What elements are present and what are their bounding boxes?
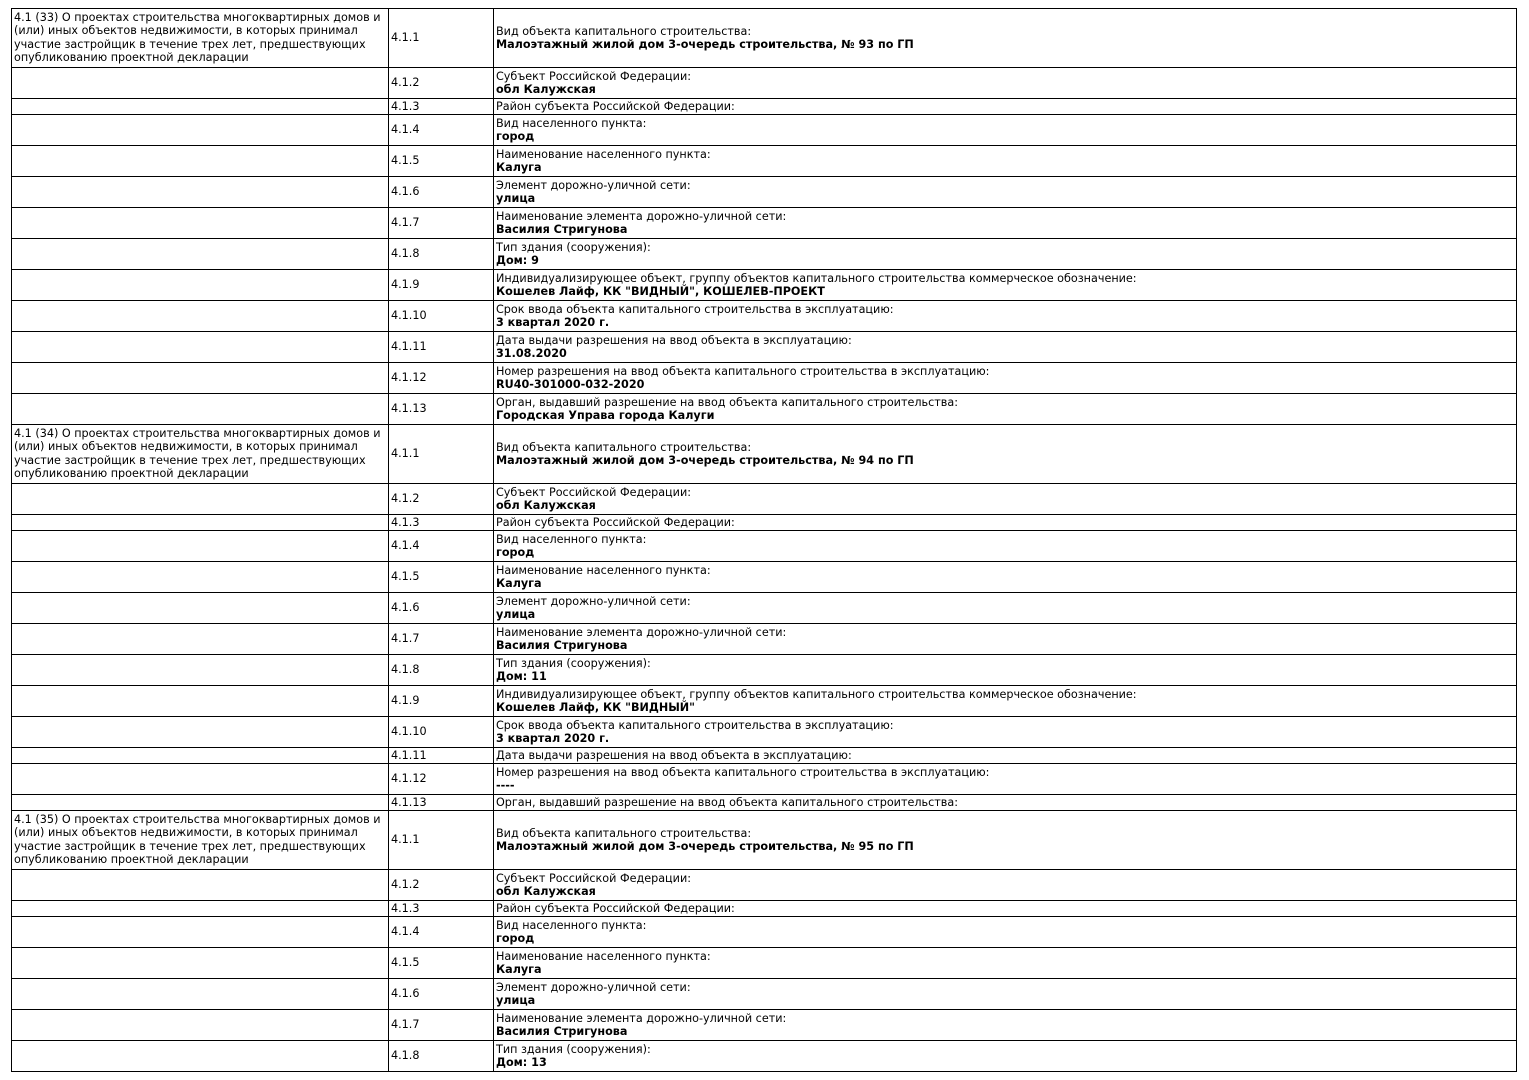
empty-cell [11, 99, 388, 114]
field-value: улица [496, 608, 536, 621]
field-value: Дом: 11 [496, 670, 547, 683]
empty-cell [11, 301, 388, 331]
row-code-text: 4.1.7 [391, 216, 420, 230]
field-label: Тип здания (сооружения): [496, 656, 651, 670]
empty-cell [11, 115, 388, 145]
empty-cell [11, 795, 388, 810]
row-code [388, 717, 493, 747]
row-code [388, 562, 493, 592]
field-label: Тип здания (сооружения): [496, 1042, 651, 1056]
field-label: Наименование элемента дорожно-уличной сети: [496, 625, 787, 639]
row-content [493, 239, 1517, 269]
row-content [493, 562, 1517, 592]
row-code-text: 4.1.7 [391, 632, 420, 646]
row-content [493, 624, 1517, 654]
empty-cell [11, 979, 388, 1009]
row-code [388, 208, 493, 238]
row-content [493, 593, 1517, 623]
table-row [11, 979, 1517, 1010]
row-code-text: 4.1.4 [391, 925, 420, 939]
row-content [493, 68, 1517, 98]
row-code-text: 4.1.1 [391, 31, 420, 45]
row-content [493, 332, 1517, 362]
table-row [11, 917, 1517, 948]
empty-cell [11, 1041, 388, 1071]
row-content [493, 301, 1517, 331]
field-label: Наименование населенного пункта: [496, 147, 711, 161]
field-label: Район субъекта Российской Федерации: [496, 901, 735, 915]
row-content [493, 484, 1517, 514]
field-label: Срок ввода объекта капитального строительства в эксплуатацию: [496, 718, 894, 732]
empty-cell [11, 748, 388, 763]
empty-cell [11, 655, 388, 685]
field-label: Район субъекта Российской Федерации: [496, 515, 735, 529]
field-label: Индивидуализирующее объект, группу объектов капитального строительства коммерческое обозначение: [496, 687, 1137, 701]
table-row [11, 870, 1517, 901]
field-label: Элемент дорожно-уличной сети: [496, 178, 691, 192]
field-value: Калуга [496, 963, 542, 976]
row-code-text: 4.1.4 [391, 123, 420, 137]
field-label: Вид объекта капитального строительства: [496, 440, 752, 454]
row-code [388, 795, 493, 810]
field-label: Вид населенного пункта: [496, 116, 647, 130]
row-code [388, 9, 493, 67]
table-row [11, 146, 1517, 177]
row-code [388, 515, 493, 530]
empty-cell [11, 270, 388, 300]
empty-cell [11, 332, 388, 362]
row-content [493, 515, 1517, 530]
field-value: обл Калужская [496, 885, 596, 898]
section-title: 4.1 (35) О проектах строительства многоквартирных домов и (или) иных объектов недвижимости, в которых принимал участие застройщик в течение трех лет, предшествующих опубликованию проектной декларации [11, 811, 388, 869]
row-content [493, 363, 1517, 393]
field-value: улица [496, 994, 536, 1007]
empty-cell [11, 562, 388, 592]
empty-cell [11, 68, 388, 98]
row-code-text: 4.1.3 [391, 515, 420, 529]
row-content [493, 979, 1517, 1009]
empty-cell [11, 1010, 388, 1040]
field-value: 3 квартал 2020 г. [496, 316, 610, 329]
row-code [388, 363, 493, 393]
table-row [11, 208, 1517, 239]
row-code-text: 4.1.5 [391, 956, 420, 970]
field-value: ---- [496, 779, 515, 792]
field-label: Орган, выдавший разрешение на ввод объекта капитального строительства: [496, 795, 958, 809]
row-code-text: 4.1.6 [391, 987, 420, 1001]
row-code [388, 270, 493, 300]
row-code-text: 4.1.8 [391, 247, 420, 261]
row-code-text: 4.1.5 [391, 570, 420, 584]
empty-cell [11, 624, 388, 654]
row-code [388, 917, 493, 947]
row-content [493, 146, 1517, 176]
section-header-row [11, 811, 1517, 870]
table-row [11, 301, 1517, 332]
table-row [11, 115, 1517, 146]
field-value: Дом: 9 [496, 254, 539, 267]
field-label: Элемент дорожно-уличной сети: [496, 980, 691, 994]
field-label: Дата выдачи разрешения на ввод объекта в эксплуатацию: [496, 748, 852, 762]
table-row [11, 363, 1517, 394]
field-value: Кошелев Лайф, КК "ВИДНЫЙ" [496, 701, 695, 714]
row-code [388, 1010, 493, 1040]
field-label: Вид объекта капитального строительства: [496, 826, 752, 840]
row-code-text: 4.1.9 [391, 694, 420, 708]
row-content [493, 1041, 1517, 1071]
field-label: Район субъекта Российской Федерации: [496, 99, 735, 113]
table-row [11, 624, 1517, 655]
row-content [493, 901, 1517, 916]
field-value: 31.08.2020 [496, 347, 567, 360]
row-code-text: 4.1.1 [391, 833, 420, 847]
row-content [493, 870, 1517, 900]
table-row [11, 1041, 1517, 1072]
field-value: город [496, 932, 535, 945]
field-label: Индивидуализирующее объект, группу объектов капитального строительства коммерческое обозначение: [496, 271, 1137, 285]
declaration-table [11, 8, 1517, 1072]
row-code [388, 99, 493, 114]
field-value: Калуга [496, 577, 542, 590]
table-row [11, 748, 1517, 764]
row-code [388, 948, 493, 978]
field-label: Вид населенного пункта: [496, 918, 647, 932]
row-code-text: 4.1.9 [391, 278, 420, 292]
empty-cell [11, 177, 388, 207]
row-content [493, 717, 1517, 747]
section-header-row [11, 9, 1517, 68]
row-content [493, 811, 1517, 869]
field-label: Элемент дорожно-уличной сети: [496, 594, 691, 608]
row-code [388, 593, 493, 623]
row-content [493, 764, 1517, 794]
field-label: Наименование элемента дорожно-уличной сети: [496, 209, 787, 223]
row-code-text: 4.1.4 [391, 539, 420, 553]
row-code [388, 979, 493, 1009]
table-row [11, 239, 1517, 270]
table-row [11, 394, 1517, 425]
empty-cell [11, 515, 388, 530]
row-content [493, 948, 1517, 978]
row-code-text: 4.1.1 [391, 447, 420, 461]
row-code [388, 811, 493, 869]
row-code-text: 4.1.10 [391, 309, 427, 323]
field-value: Городская Управа города Калуги [496, 409, 715, 422]
empty-cell [11, 948, 388, 978]
field-label: Субъект Российской Федерации: [496, 485, 691, 499]
field-label: Срок ввода объекта капитального строительства в эксплуатацию: [496, 302, 894, 316]
field-value: Малоэтажный жилой дом 3-очередь строительства, № 95 по ГП [496, 840, 914, 853]
field-value: Кошелев Лайф, КК "ВИДНЫЙ", КОШЕЛЕВ-ПРОЕКТ [496, 285, 825, 298]
row-code [388, 68, 493, 98]
row-code-text: 4.1.5 [391, 154, 420, 168]
row-code [388, 332, 493, 362]
row-code [388, 686, 493, 716]
row-code [388, 115, 493, 145]
empty-cell [11, 593, 388, 623]
table-row [11, 270, 1517, 301]
field-value: Малоэтажный жилой дом 3-очередь строительства, № 94 по ГП [496, 454, 914, 467]
row-code-text: 4.1.8 [391, 1049, 420, 1063]
row-content [493, 531, 1517, 561]
field-value: Дом: 13 [496, 1056, 547, 1069]
row-code [388, 870, 493, 900]
table-row [11, 795, 1517, 811]
field-label: Субъект Российской Федерации: [496, 871, 691, 885]
field-label: Номер разрешения на ввод объекта капитального строительства в эксплуатацию: [496, 765, 990, 779]
row-code [388, 484, 493, 514]
row-content [493, 177, 1517, 207]
empty-cell [11, 901, 388, 916]
row-content [493, 686, 1517, 716]
row-code [388, 624, 493, 654]
empty-cell [11, 870, 388, 900]
row-content [493, 655, 1517, 685]
field-value: RU40-301000-032-2020 [496, 378, 645, 391]
table-row [11, 717, 1517, 748]
row-code [388, 748, 493, 763]
field-label: Вид объекта капитального строительства: [496, 24, 752, 38]
row-code [388, 239, 493, 269]
field-label: Дата выдачи разрешения на ввод объекта в эксплуатацию: [496, 333, 852, 347]
row-code-text: 4.1.3 [391, 99, 420, 113]
section-title: 4.1 (34) О проектах строительства многоквартирных домов и (или) иных объектов недвижимости, в которых принимал участие застройщик в течение трех лет, предшествующих опубликованию проектной декларации [11, 425, 388, 483]
empty-cell [11, 764, 388, 794]
row-content [493, 425, 1517, 483]
row-code-text: 4.1.12 [391, 371, 427, 385]
table-row [11, 68, 1517, 99]
table-row [11, 99, 1517, 115]
empty-cell [11, 239, 388, 269]
row-code-text: 4.1.11 [391, 748, 427, 762]
empty-cell [11, 717, 388, 747]
field-label: Вид населенного пункта: [496, 532, 647, 546]
table-row [11, 332, 1517, 363]
field-value: Василия Стригунова [496, 1025, 628, 1038]
field-value: Малоэтажный жилой дом 3-очередь строительства, № 93 по ГП [496, 38, 914, 51]
row-content [493, 795, 1517, 810]
field-value: обл Калужская [496, 499, 596, 512]
empty-cell [11, 686, 388, 716]
field-label: Номер разрешения на ввод объекта капитального строительства в эксплуатацию: [496, 364, 990, 378]
row-code [388, 1041, 493, 1071]
row-code-text: 4.1.7 [391, 1018, 420, 1032]
table-row [11, 177, 1517, 208]
table-row [11, 515, 1517, 531]
row-content [493, 99, 1517, 114]
table-row [11, 1010, 1517, 1041]
row-code-text: 4.1.10 [391, 725, 427, 739]
row-code-text: 4.1.13 [391, 402, 427, 416]
field-label: Наименование населенного пункта: [496, 949, 711, 963]
field-value: Василия Стригунова [496, 639, 628, 652]
row-code-text: 4.1.6 [391, 185, 420, 199]
row-code-text: 4.1.6 [391, 601, 420, 615]
row-code [388, 146, 493, 176]
table-row [11, 764, 1517, 795]
row-code [388, 764, 493, 794]
empty-cell [11, 531, 388, 561]
empty-cell [11, 484, 388, 514]
row-code [388, 901, 493, 916]
empty-cell [11, 363, 388, 393]
field-value: улица [496, 192, 536, 205]
table-row [11, 593, 1517, 624]
row-content [493, 270, 1517, 300]
row-code [388, 177, 493, 207]
table-row [11, 531, 1517, 562]
row-content [493, 917, 1517, 947]
empty-cell [11, 917, 388, 947]
row-content [493, 748, 1517, 763]
row-code-text: 4.1.12 [391, 772, 427, 786]
row-content [493, 394, 1517, 424]
field-value: Василия Стригунова [496, 223, 628, 236]
row-code-text: 4.1.11 [391, 340, 427, 354]
empty-cell [11, 208, 388, 238]
field-label: Наименование элемента дорожно-уличной сети: [496, 1011, 787, 1025]
field-value: Калуга [496, 161, 542, 174]
table-row [11, 948, 1517, 979]
table-row [11, 655, 1517, 686]
row-content [493, 115, 1517, 145]
row-code-text: 4.1.2 [391, 492, 420, 506]
row-code-text: 4.1.2 [391, 76, 420, 90]
field-label: Наименование населенного пункта: [496, 563, 711, 577]
field-label: Субъект Российской Федерации: [496, 69, 691, 83]
field-value: обл Калужская [496, 83, 596, 96]
table-row [11, 484, 1517, 515]
field-value: 3 квартал 2020 г. [496, 732, 610, 745]
empty-cell [11, 394, 388, 424]
row-code [388, 531, 493, 561]
section-title: 4.1 (33) О проектах строительства многоквартирных домов и (или) иных объектов недвижимости, в которых принимал участие застройщик в течение трех лет, предшествующих опубликованию проектной декларации [11, 9, 388, 67]
row-code-text: 4.1.13 [391, 795, 427, 809]
section-header-row [11, 425, 1517, 484]
row-code-text: 4.1.8 [391, 663, 420, 677]
field-value: город [496, 546, 535, 559]
row-content [493, 1010, 1517, 1040]
table-row [11, 562, 1517, 593]
table-row [11, 901, 1517, 917]
row-content [493, 208, 1517, 238]
row-code [388, 425, 493, 483]
row-code-text: 4.1.3 [391, 901, 420, 915]
row-code [388, 655, 493, 685]
empty-cell [11, 146, 388, 176]
table-row [11, 686, 1517, 717]
row-code [388, 301, 493, 331]
field-label: Орган, выдавший разрешение на ввод объекта капитального строительства: [496, 395, 958, 409]
row-code-text: 4.1.2 [391, 878, 420, 892]
row-code [388, 394, 493, 424]
field-label: Тип здания (сооружения): [496, 240, 651, 254]
row-content [493, 9, 1517, 67]
field-value: город [496, 130, 535, 143]
